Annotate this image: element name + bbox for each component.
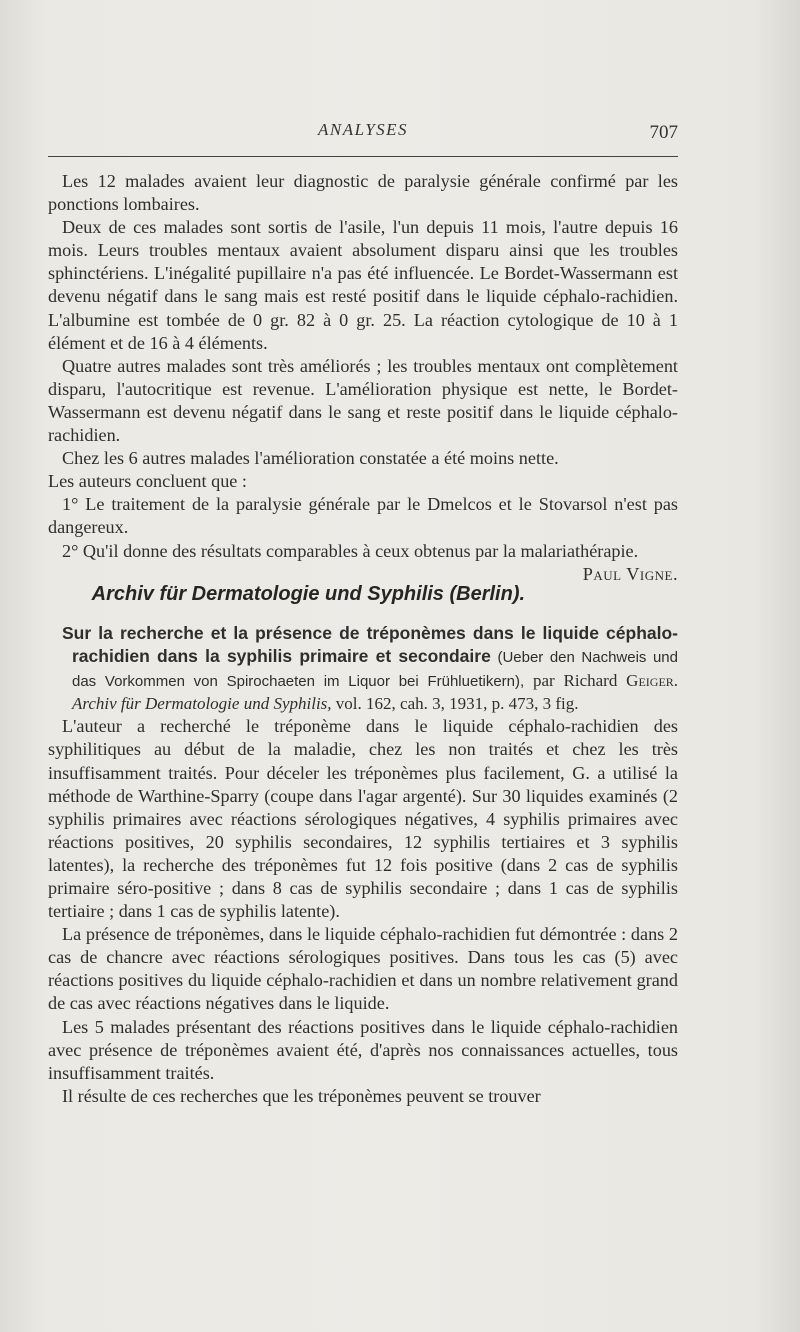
journal-reference: Archiv für Dermatologie und Syphilis, xyxy=(72,693,332,713)
header-rule xyxy=(48,156,678,157)
paragraph: La présence de tréponèmes, dans le liquide céphalo-rachidien fut démontrée : dans 2 cas de chancre avec réactions sérologiques positives. Dans tous les cas (5) avec réactions positives du liquide céphalo-rachidien et dans un nombre relativement grand de cas avec réactions négatives dans le liquide. xyxy=(48,924,678,1014)
paragraph: L'auteur a recherché le tréponème dans le liquide céphalo-rachidien des syphilitiques au début de la maladie, chez les non traités et chez les très insuffisamment traités. Pour déceler les tréponèmes plus facilement, G. a utilisé la méthode de Warthine-Sparry (coupe dans l'agar argenté). Sur 30 liquides examinés (2 syphilis primaires avec réactions sérologiques négatives, 4 syphilis primaires avec réactions positives, 20 syphilis secondaires, 12 syphilis tertiaires et 3 syphilis latentes), la recherche des tréponèmes fut 12 fois positive (dans 2 cas de syphilis primaire séro-positive ; dans 8 cas de syphilis secondaire ; dans 1 cas de syphilis tertiaire ; dans 1 cas de syphilis latente). xyxy=(48,716,678,922)
reference-details: vol. 162, cah. 3, 1931, p. 473, 3 fig. xyxy=(335,693,579,713)
paragraph: Il résulte de ces recherches que les tréponèmes peuvent se trouver xyxy=(62,1085,541,1106)
page-number: 707 xyxy=(649,122,678,143)
running-title: ANALYSES xyxy=(317,120,409,139)
author-signature: Paul Vigne. xyxy=(582,563,678,584)
paragraph: 1° Le traitement de la paralysie générale par le Dmelcos et le Stovarsol n'est pas dangereux. xyxy=(48,494,678,538)
text-body xyxy=(48,170,678,1108)
paragraph: Chez les 6 autres malades l'amélioration constatée a été moins nette. xyxy=(62,448,559,469)
paragraph: Les 5 malades présentant des réactions positives dans le liquide céphalo-rachidien avec présence de tréponèmes avaient été, d'après nos connaissances actuelles, tous insuffisamment traités. xyxy=(48,1016,678,1083)
paragraph-text: 2° Qu'il donne des résultats comparables à ceux obtenus par la malariathérapie. xyxy=(62,540,639,561)
paragraph: Deux de ces malades sont sortis de l'asile, l'un depuis 11 mois, l'autre depuis 16 mois. Leurs troubles mentaux avaient absolument disparu ainsi que les troubles sphinctériens. L'inégalité pupillaire n'a pas été influencée. Le Bordet-Wassermann est devenu négatif dans le sang mais est resté positif dans le liquide céphalo-rachidien. L'albumine est tombée de 0 gr. 82 à 0 gr. 25. La réaction cytologique de 10 à 1 élément et de 16 à 4 éléments. xyxy=(48,217,678,353)
author-prefix: par Richard xyxy=(533,670,618,690)
paragraph: Quatre autres malades sont très améliorés ; les troubles mentaux ont complètement disparu, l'autocritique est revenue. L'amélioration physique est nette, le Bordet-Wassermann est devenu négatif dans le sang et reste positif dans le liquide céphalo-rachidien. xyxy=(48,355,678,446)
article-title: Sur la recherche et la présence de tréponèmes dans le liquide céphalo-rachidien dans la syphilis primaire et secondaire xyxy=(62,622,678,667)
paragraph: Les 12 malades avaient leur diagnostic de paralysie générale confirmé par les ponctions lombaires. xyxy=(48,171,678,215)
page-header xyxy=(48,120,678,150)
original-title: (Ueber den Nachweis und das Vorkommen von Spirochaeten im Liquor bei Frühluetikern), xyxy=(72,649,678,690)
journal-heading: Archiv für Dermatologie und Syphilis (Berlin). xyxy=(91,582,526,605)
paragraph-with-signature xyxy=(48,540,678,584)
author-name: Geiger. xyxy=(626,670,679,690)
paragraph: Les auteurs concluent que : xyxy=(48,471,247,492)
article-header xyxy=(48,622,678,716)
